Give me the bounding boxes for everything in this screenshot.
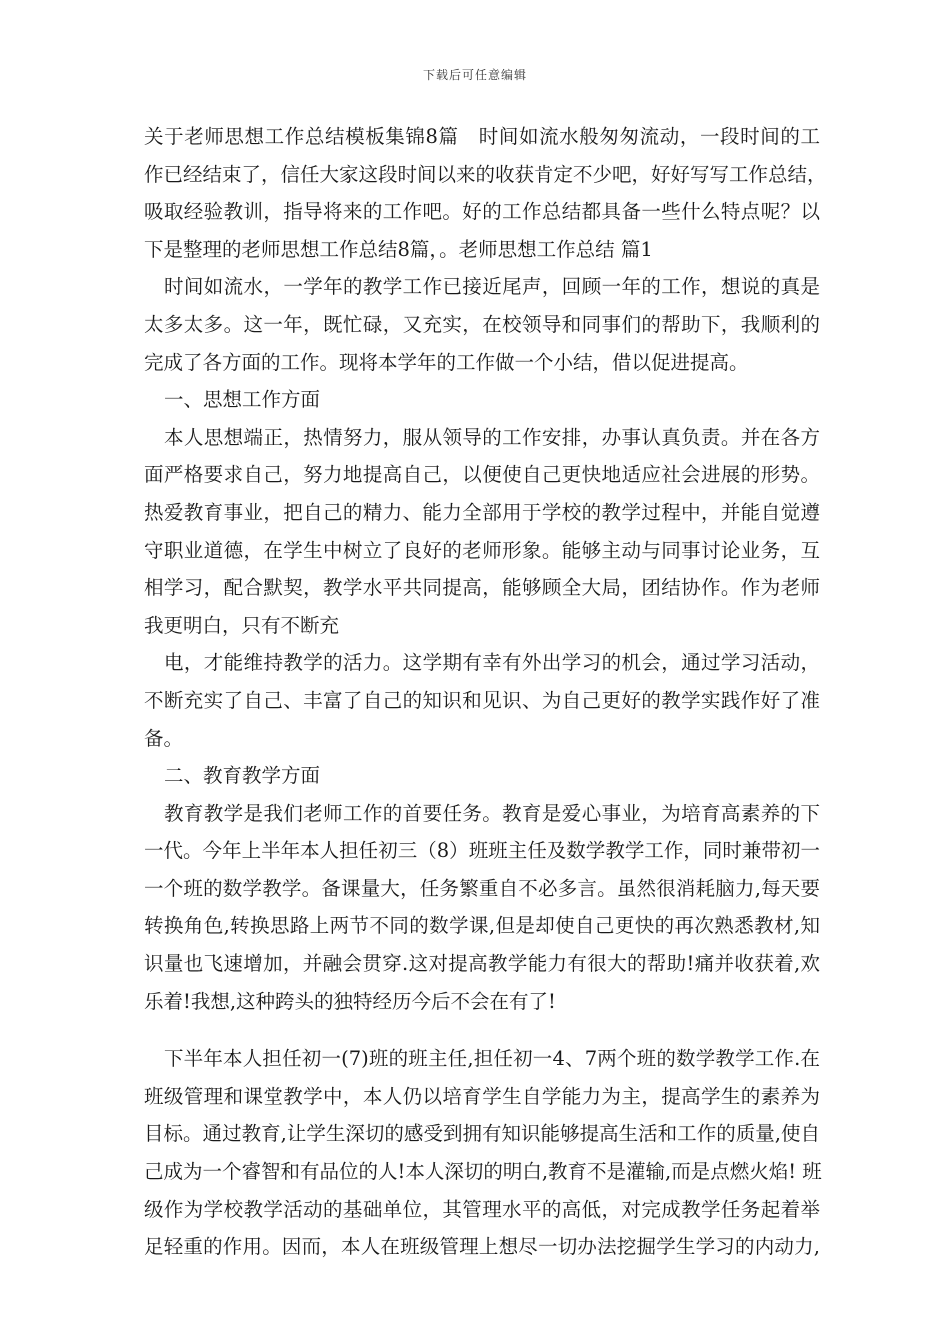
text-line: 级作为学校教学活动的基础单位，其管理水平的高低，对完成教学任务起着举 xyxy=(144,1197,820,1221)
text-line: 电，才能维持教学的活力。这学期有幸有外出学习的机会，通过学习活动， xyxy=(164,651,820,675)
text-line: 教育教学是我们老师工作的首要任务。教育是爱心事业，为培育高素养的下 xyxy=(164,801,820,825)
text-line: 己成为一个睿智和有品位的人!本人深切的明白,教育不是灌输,而是点燃火焰! 班 xyxy=(144,1160,822,1184)
text-line: 足轻重的作用。因而，本人在班级管理上想尽一切办法挖掘学生学习的内动力, xyxy=(144,1235,820,1259)
paragraph xyxy=(144,381,820,419)
text-line: 转换角色,转换思路上两节不同的数学课,但是却使自己更快的再次熟悉教材,知 xyxy=(144,914,820,938)
text-line: 热爱教育事业，把自己的精力、能力全部用于学校的教学过程中，并能自觉遵 xyxy=(144,500,820,524)
text-line: 一个班的数学教学。备课量大，任务繁重自不必多言。虽然很消耗脑力,每天要 xyxy=(144,876,820,900)
paragraph xyxy=(144,118,827,268)
text-line: 下是整理的老师思想工作总结8篇，。老师思想工作总结 篇1 xyxy=(144,237,653,261)
text-line: 本人思想端正，热情努力，服从领导的工作安排，办事认真负责。并在各方 xyxy=(164,425,820,449)
text-line: 备。 xyxy=(144,726,184,750)
paragraph xyxy=(144,644,820,757)
text-line: 吸取经验教训，指导将来的工作吧。好的工作总结都具备一些什么特点呢？以 xyxy=(144,200,820,224)
text-line: 班级管理和课堂教学中，本人仍以培育学生自学能力为主，提高学生的素养为 xyxy=(144,1084,820,1108)
paragraph-gap xyxy=(144,1020,820,1040)
text-line: 乐着!我想,这种跨头的独特经历今后不会在有了! xyxy=(144,989,556,1013)
text-line: 相学习，配合默契，教学水平共同提高，能够顾全大局，团结协作。作为老师 xyxy=(144,576,820,600)
text-line: 目标。通过教育,让学生深切的感受到拥有知识能够提高生活和工作的质量,使自 xyxy=(144,1122,820,1146)
text-line: 二、教育教学方面 xyxy=(164,764,321,788)
text-line: 完成了各方面的工作。现将本学年的工作做一个小结，借以促进提高。 xyxy=(144,350,749,374)
text-line: 一、思想工作方面 xyxy=(164,388,321,412)
paragraph xyxy=(144,419,820,645)
text-line: 下半年本人担任初一(7)班的班主任,担任初一4、7两个班的数学教学工作.在 xyxy=(164,1047,820,1071)
paragraph xyxy=(144,268,820,381)
text-line: 作已经结束了，信任大家这段时间以来的收获肯定不少吧，好好写写工作总结， xyxy=(144,162,827,186)
text-line: 太多太多。这一年，既忙碌，又充实，在校领导和同事们的帮助下，我顺利的 xyxy=(144,312,820,336)
paragraph xyxy=(144,1040,820,1266)
document-body xyxy=(144,118,827,1266)
text-line: 识量也飞速增加，并融会贯穿.这对提高教学能力有很大的帮助!痛并收获着,欢 xyxy=(144,952,820,976)
text-line: 我更明白，只有不断充 xyxy=(144,613,340,637)
text-line: 关于老师思想工作总结模板集锦8篇 时间如流水般匆匆流动，一段时间的工 xyxy=(144,125,820,148)
paragraph xyxy=(144,795,820,1021)
paragraph xyxy=(144,757,820,795)
text-line: 时间如流水，一学年的教学工作已接近尾声，回顾一年的工作，想说的真是 xyxy=(164,275,820,299)
page-header-note: 下载后可任意编辑 xyxy=(422,68,527,82)
text-line: 守职业道德，在学生中树立了良好的老师形象。能够主动与同事讨论业务，互 xyxy=(144,538,820,562)
text-line: 一代。今年上半年本人担任初三（8）班班主任及数学教学工作，同时兼带初一 xyxy=(144,839,820,863)
text-line: 面严格要求自己，努力地提高自己，以便使自己更快地适应社会进展的形势。 xyxy=(144,463,820,487)
text-line: 不断充实了自己、丰富了自己的知识和见识、为自己更好的教学实践作好了准 xyxy=(144,688,820,712)
